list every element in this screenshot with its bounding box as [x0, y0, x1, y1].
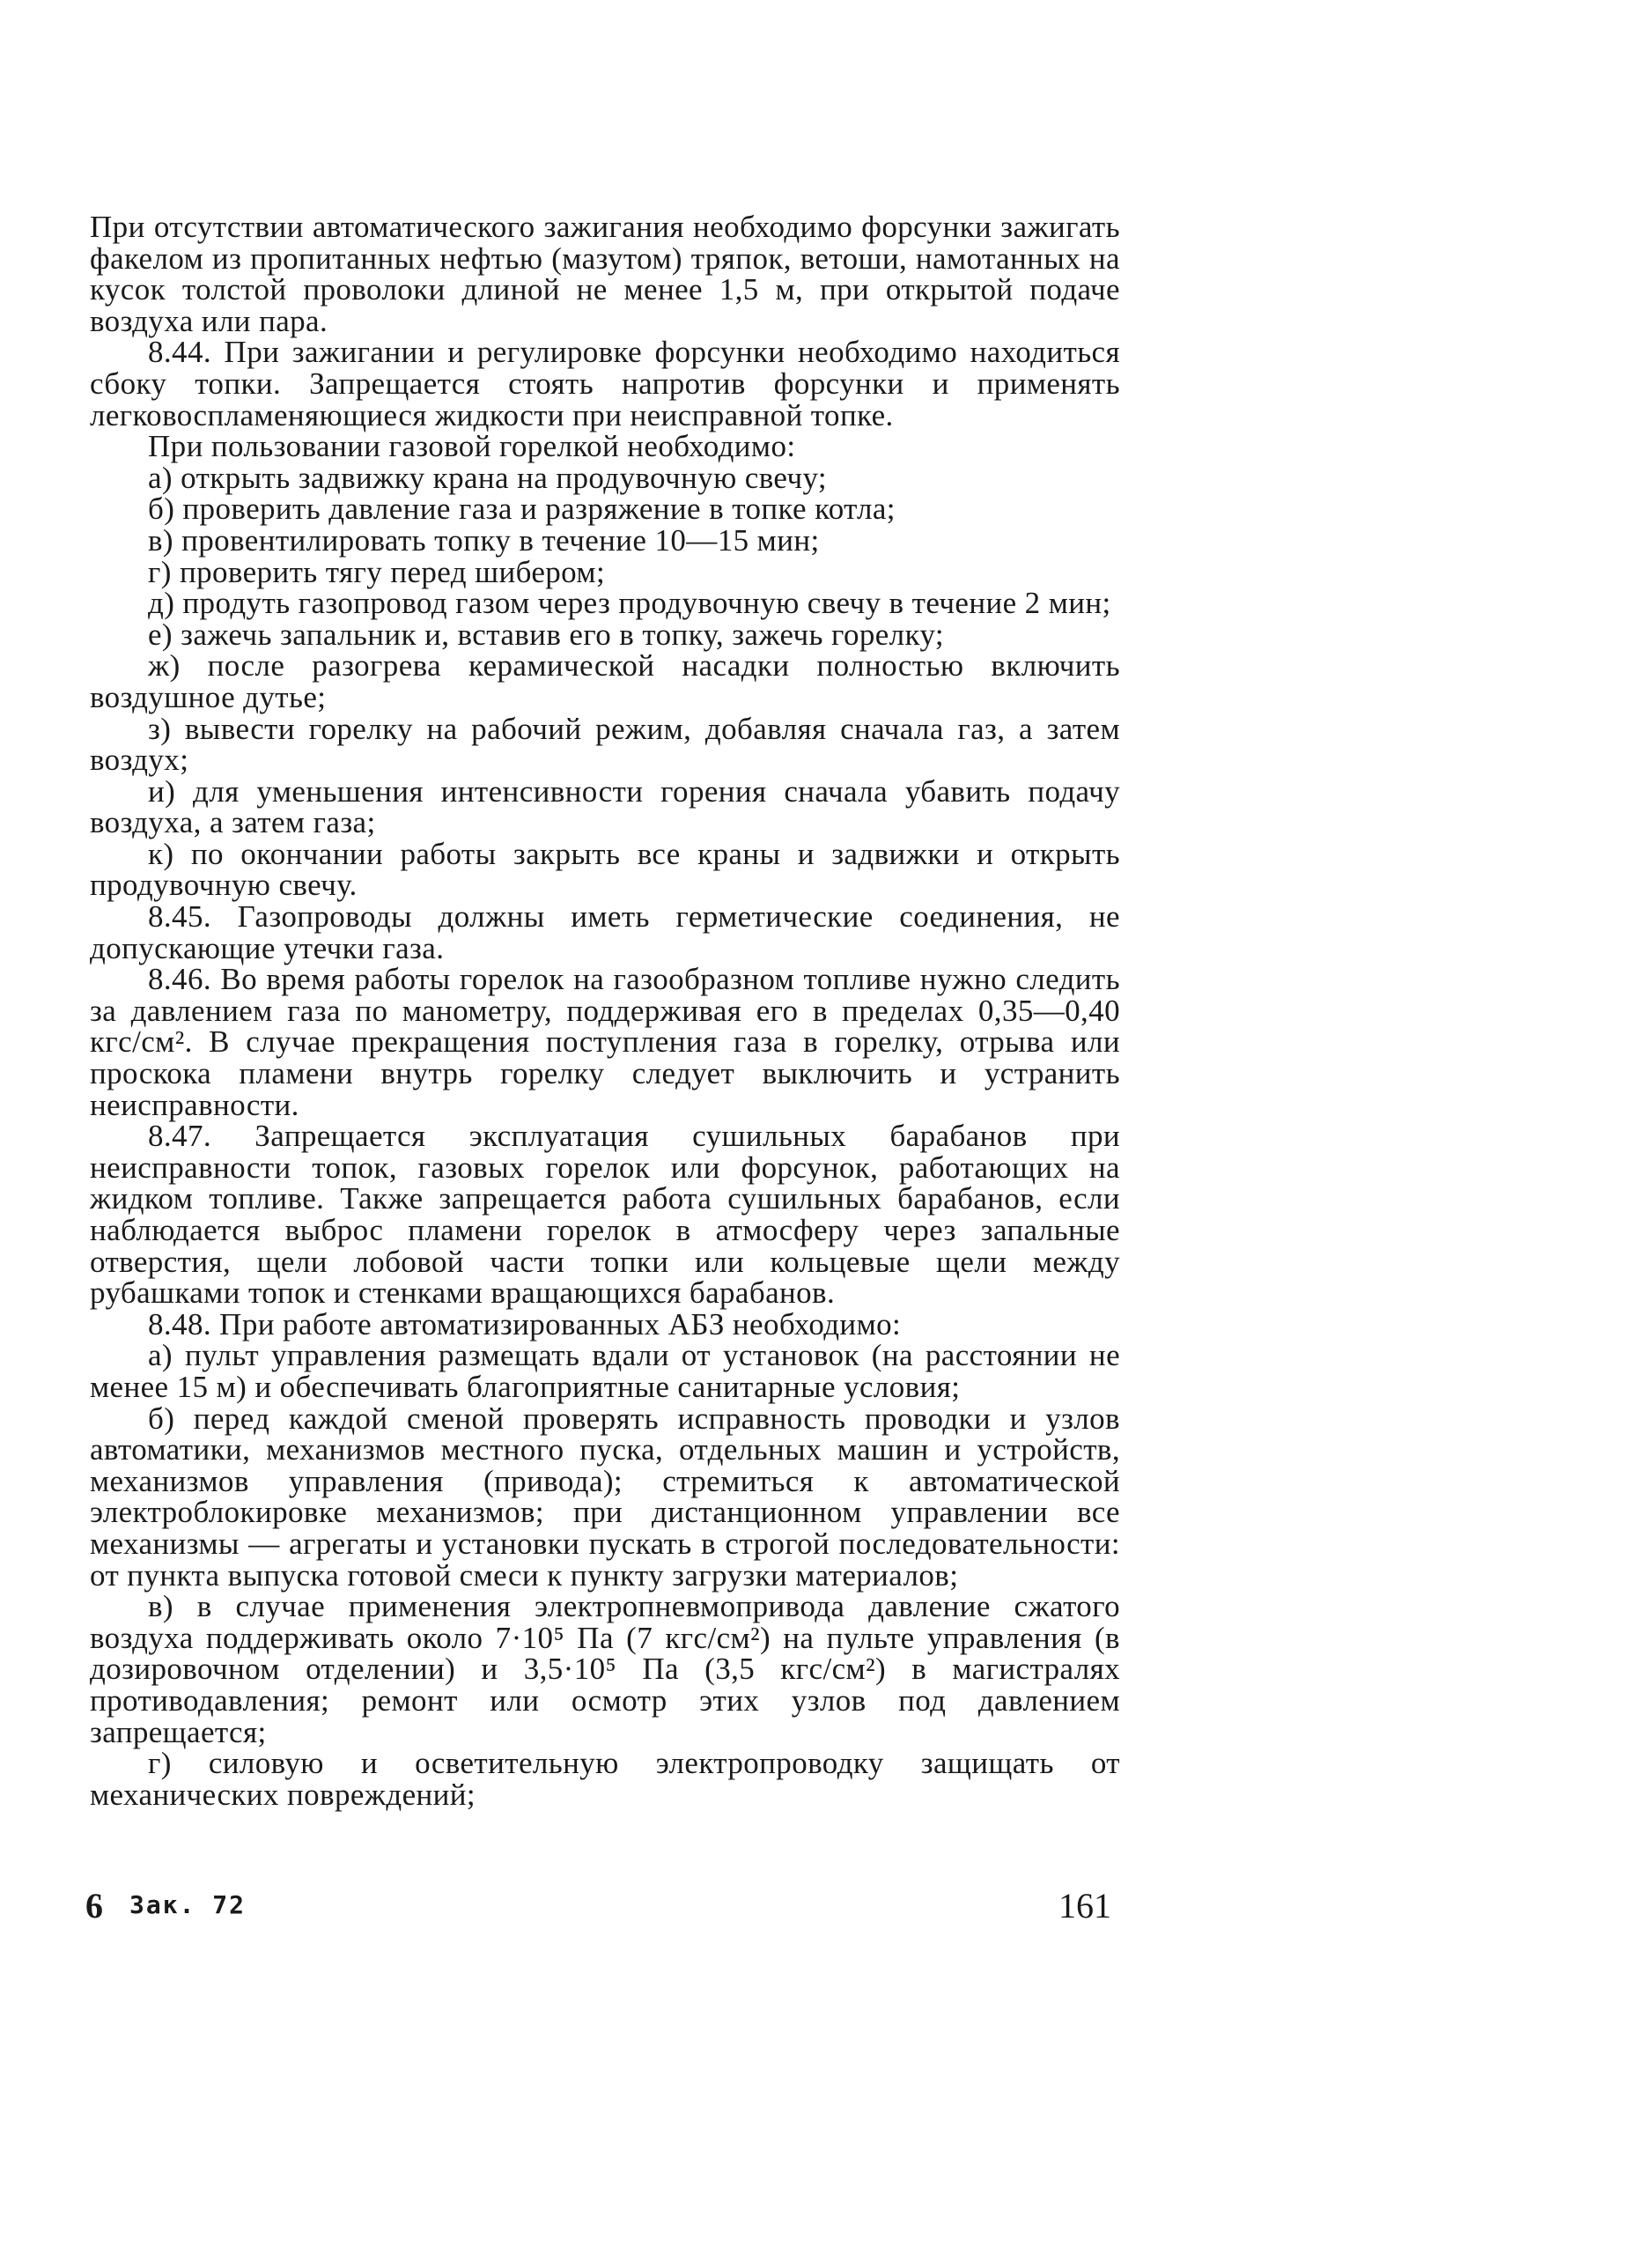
list-item-a: а) открыть задвижку крана на продувочную свечу;	[148, 460, 828, 495]
order-number: Зак. 72	[129, 1890, 247, 1919]
list-item-8-48-a: а) пульт управления размещать вдали от установок (на расстоянии не менее 15 м) и обеспечивать благоприятные санитарные условия;	[90, 1338, 1120, 1404]
list-item-b: б) проверить давление газа и разряжение в топке котла;	[148, 492, 896, 527]
paragraph-8-45: 8.45. Газопроводы должны иметь герметические соединения, не допускающие утечки газа.	[90, 899, 1120, 965]
list-item-d: д) продуть газопровод газом через продувочную свечу в течение 2 мин;	[148, 586, 1111, 621]
paragraph-8-44: 8.44. При зажигании и регулировке форсунки необходимо находиться сбоку топки. Запрещается стоять напротив форсунки и применять легковоспламеняющиеся жидкости при неисправной топке.	[90, 335, 1120, 432]
paragraph-8-47: 8.47. Запрещается эксплуатация сушильных барабанов при неисправности топок, газовых горелок или форсунок, работающих на жидком топливе. Также запрещается работа сушильных барабанов, если наблюдается выброс пламени горелок в атмосферу через запальные отверстия, щели лобовой части топки или кольцевые щели между рубашками топок и стенками вращающихся барабанов.	[90, 1119, 1120, 1311]
list-item-8-48-g: г) силовую и осветительную электропроводку защищать от механических повреждений;	[90, 1746, 1120, 1812]
list-item-8-48-b: б) перед каждой сменой проверять исправность проводки и узлов автоматики, механизмов местного пуска, отдельных машин и устройств, механизмов управления (привода); стремиться к автоматической электроблокировке механизмов; при дистанционном управлении все механизмы — агрегаты и установки пускать в строгой последовательности: от пункта выпуска готовой смеси к пункту загрузки материалов;	[90, 1401, 1120, 1593]
list-item-z: з) вывести горелку на рабочий режим, добавляя сначала газ, а затем воздух;	[90, 711, 1120, 778]
list-item-k: к) по окончании работы закрыть все краны и задвижки и открыть продувочную свечу.	[90, 836, 1120, 903]
body-text	[90, 211, 1120, 1810]
list-item-i: и) для уменьшения интенсивности горения сначала убавить подачу воздуха, а затем газа;	[90, 773, 1120, 840]
page-footer	[85, 1885, 1120, 1929]
list-item-zh: ж) после разогрева керамической насадки полностью включить воздушное дутье;	[90, 648, 1120, 714]
paragraph-8-48: 8.48. При работе автоматизированных АБЗ необходимо:	[148, 1306, 902, 1342]
paragraph-ignition-without-automation: При отсутствии автоматического зажигания необходимо форсунки зажигать факелом из пропитанных нефтью (мазутом) тряпок, ветоши, намотанных на кусок толстой проволоки длиной не менее 1,5 м, при открытой подаче воздуха или пара.	[90, 210, 1120, 338]
list-item-8-48-v: в) в случае применения электропневмопривода давление сжатого воздуха поддерживать около 7·10⁵ Па (7 кгс/см²) на пульте управления (в дозировочном отделении) и 3,5·10⁵ Па (3,5 кгс/см²) в магистралях противодавления; ремонт или осмотр этих узлов под давлением запрещается;	[90, 1589, 1120, 1749]
list-item-e: е) зажечь запальник и, вставив его в топку, зажечь горелку;	[148, 617, 945, 652]
page-number: 161	[1058, 1886, 1111, 1925]
paragraph-8-46: 8.46. Во время работы горелок на газообразном топливе нужно следить за давлением газа по манометру, поддерживая его в пределах 0,35—0,40 кгс/см². В случае прекращения поступления газа в горелку, отрыва или проскока пламени внутрь горелку следует выключить и устранить неисправности.	[90, 962, 1120, 1122]
paragraph-gas-burner-intro: При пользовании газовой горелкой необходимо:	[148, 429, 796, 464]
list-item-g: г) проверить тягу перед шибером;	[148, 554, 606, 589]
list-item-v: в) провентилировать топку в течение 10—15 мин;	[148, 522, 820, 558]
signature-mark: 6	[85, 1886, 103, 1925]
